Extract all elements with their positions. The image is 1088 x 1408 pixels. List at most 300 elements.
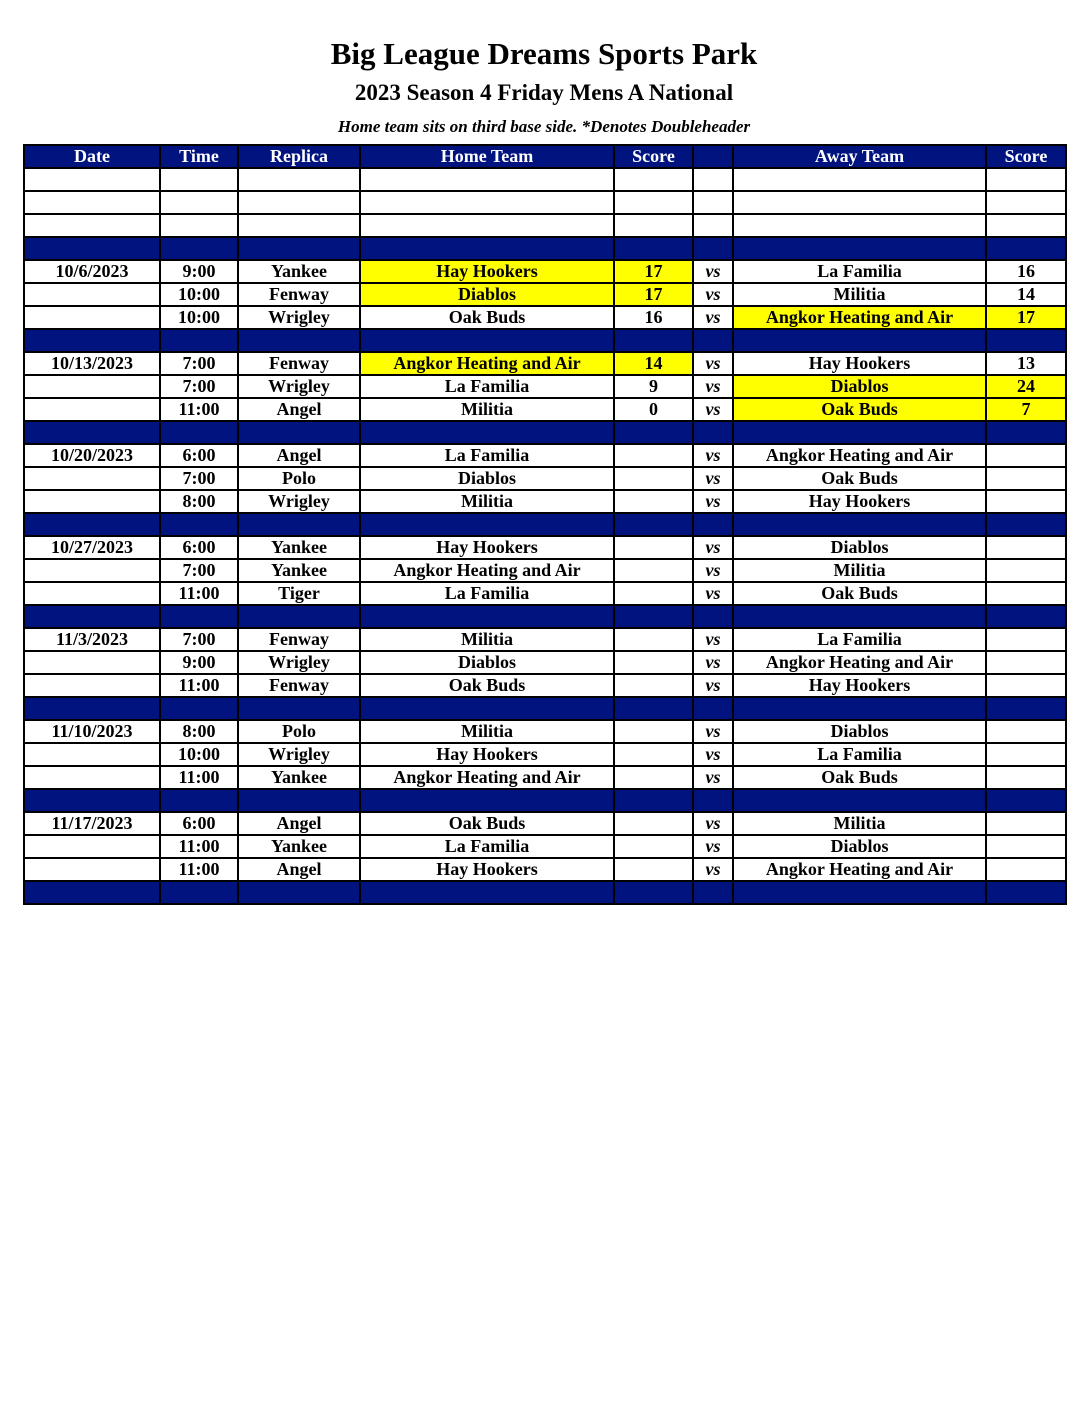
- separator-cell: [733, 881, 986, 904]
- separator-cell: [360, 421, 614, 444]
- game-row: [24, 490, 1066, 513]
- separator-cell: [24, 329, 160, 352]
- separator-cell: [160, 605, 238, 628]
- game-time: 7:00: [160, 467, 238, 490]
- game-date: [24, 651, 160, 674]
- vs-label: vs: [693, 490, 733, 513]
- away-team: Diablos: [733, 835, 986, 858]
- separator-cell: [360, 513, 614, 536]
- home-team: La Familia: [360, 444, 614, 467]
- game-row: [24, 835, 1066, 858]
- home-team: Hay Hookers: [360, 743, 614, 766]
- game-field: Angel: [238, 444, 360, 467]
- separator-cell: [733, 789, 986, 812]
- vs-label: vs: [693, 720, 733, 743]
- blank-cell: [238, 191, 360, 214]
- game-field: Polo: [238, 720, 360, 743]
- vs-label: vs: [693, 582, 733, 605]
- blank-cell: [160, 191, 238, 214]
- blank-cell: [733, 214, 986, 237]
- game-time: 7:00: [160, 352, 238, 375]
- separator-cell: [693, 789, 733, 812]
- away-team: Diablos: [733, 536, 986, 559]
- blank-cell: [733, 191, 986, 214]
- home-team: Angkor Heating and Air: [360, 559, 614, 582]
- game-field: Tiger: [238, 582, 360, 605]
- home-score: [614, 720, 693, 743]
- blank-cell: [614, 214, 693, 237]
- game-date: [24, 835, 160, 858]
- schedule-table: [23, 144, 1067, 905]
- separator-cell: [238, 513, 360, 536]
- game-field: Fenway: [238, 628, 360, 651]
- separator-cell: [614, 237, 693, 260]
- game-time: 8:00: [160, 490, 238, 513]
- game-date: [24, 858, 160, 881]
- game-row: [24, 812, 1066, 835]
- home-score: [614, 628, 693, 651]
- separator-cell: [986, 237, 1066, 260]
- away-score: 24: [986, 375, 1066, 398]
- week-separator-row: [24, 513, 1066, 536]
- away-score: [986, 444, 1066, 467]
- separator-cell: [360, 605, 614, 628]
- away-team: Angkor Heating and Air: [733, 858, 986, 881]
- separator-cell: [733, 237, 986, 260]
- separator-cell: [24, 789, 160, 812]
- game-date: [24, 467, 160, 490]
- col-header-away-team: Away Team: [733, 145, 986, 168]
- home-score: 17: [614, 283, 693, 306]
- separator-cell: [733, 605, 986, 628]
- home-team: Militia: [360, 398, 614, 421]
- game-time: 9:00: [160, 651, 238, 674]
- away-team: Hay Hookers: [733, 674, 986, 697]
- home-score: [614, 858, 693, 881]
- game-time: 11:00: [160, 858, 238, 881]
- separator-cell: [614, 789, 693, 812]
- week-separator-row: [24, 605, 1066, 628]
- game-row: [24, 283, 1066, 306]
- blank-cell: [614, 191, 693, 214]
- vs-label: vs: [693, 306, 733, 329]
- game-time: 6:00: [160, 536, 238, 559]
- away-score: 13: [986, 352, 1066, 375]
- separator-cell: [693, 329, 733, 352]
- header-row: [24, 145, 1066, 168]
- game-row: [24, 720, 1066, 743]
- home-team: La Familia: [360, 835, 614, 858]
- vs-label: vs: [693, 812, 733, 835]
- game-field: Yankee: [238, 559, 360, 582]
- week-separator-row: [24, 237, 1066, 260]
- game-date: [24, 490, 160, 513]
- col-header-date: Date: [24, 145, 160, 168]
- separator-cell: [238, 329, 360, 352]
- game-field: Angel: [238, 812, 360, 835]
- separator-cell: [360, 881, 614, 904]
- away-score: 7: [986, 398, 1066, 421]
- game-time: 11:00: [160, 674, 238, 697]
- away-team: Militia: [733, 283, 986, 306]
- separator-cell: [986, 329, 1066, 352]
- separator-cell: [360, 329, 614, 352]
- blank-cell: [160, 168, 238, 191]
- away-score: [986, 674, 1066, 697]
- game-row: [24, 467, 1066, 490]
- week-separator-row: [24, 421, 1066, 444]
- home-team: La Familia: [360, 582, 614, 605]
- separator-cell: [693, 513, 733, 536]
- away-score: [986, 582, 1066, 605]
- separator-cell: [160, 513, 238, 536]
- game-time: 6:00: [160, 444, 238, 467]
- vs-label: vs: [693, 467, 733, 490]
- separator-cell: [238, 697, 360, 720]
- away-team: Militia: [733, 559, 986, 582]
- separator-cell: [614, 881, 693, 904]
- game-row: [24, 858, 1066, 881]
- separator-cell: [986, 881, 1066, 904]
- separator-cell: [24, 605, 160, 628]
- separator-cell: [693, 421, 733, 444]
- game-date: [24, 375, 160, 398]
- away-score: 14: [986, 283, 1066, 306]
- blank-cell: [693, 168, 733, 191]
- separator-cell: [24, 881, 160, 904]
- page-title: Big League Dreams Sports Park: [330, 36, 758, 71]
- game-row: [24, 628, 1066, 651]
- week-separator-row: [24, 697, 1066, 720]
- separator-cell: [986, 513, 1066, 536]
- game-field: Angel: [238, 398, 360, 421]
- home-team: Oak Buds: [360, 812, 614, 835]
- away-score: [986, 467, 1066, 490]
- game-time: 7:00: [160, 559, 238, 582]
- home-score: [614, 651, 693, 674]
- blank-cell: [24, 214, 160, 237]
- separator-cell: [160, 789, 238, 812]
- separator-cell: [160, 329, 238, 352]
- away-team: Militia: [733, 812, 986, 835]
- game-row: [24, 559, 1066, 582]
- home-team: Diablos: [360, 467, 614, 490]
- away-score: [986, 835, 1066, 858]
- away-team: Oak Buds: [733, 582, 986, 605]
- schedule-body: [24, 168, 1066, 904]
- away-team: Angkor Heating and Air: [733, 651, 986, 674]
- home-team: Hay Hookers: [360, 536, 614, 559]
- game-row: [24, 352, 1066, 375]
- separator-cell: [693, 237, 733, 260]
- blank-cell: [986, 214, 1066, 237]
- home-team: Angkor Heating and Air: [360, 352, 614, 375]
- separator-cell: [614, 421, 693, 444]
- game-date: 11/3/2023: [24, 628, 160, 651]
- away-team: La Familia: [733, 743, 986, 766]
- separator-cell: [238, 605, 360, 628]
- home-score: [614, 812, 693, 835]
- home-team: Diablos: [360, 651, 614, 674]
- game-time: 11:00: [160, 398, 238, 421]
- vs-label: vs: [693, 628, 733, 651]
- away-score: [986, 559, 1066, 582]
- vs-label: vs: [693, 651, 733, 674]
- away-score: [986, 743, 1066, 766]
- blank-cell: [360, 191, 614, 214]
- away-score: [986, 536, 1066, 559]
- game-date: 10/6/2023: [24, 260, 160, 283]
- schedule-note: Home team sits on third base side. *Denotes Doubleheader: [337, 117, 751, 136]
- game-date: [24, 306, 160, 329]
- vs-label: vs: [693, 835, 733, 858]
- game-date: [24, 674, 160, 697]
- separator-cell: [733, 421, 986, 444]
- game-row: [24, 651, 1066, 674]
- away-team: Oak Buds: [733, 467, 986, 490]
- separator-cell: [360, 237, 614, 260]
- game-date: 10/13/2023: [24, 352, 160, 375]
- home-team: Oak Buds: [360, 674, 614, 697]
- away-team: Hay Hookers: [733, 352, 986, 375]
- separator-cell: [733, 329, 986, 352]
- game-field: Wrigley: [238, 375, 360, 398]
- game-field: Fenway: [238, 352, 360, 375]
- separator-cell: [238, 881, 360, 904]
- separator-cell: [733, 697, 986, 720]
- game-time: 10:00: [160, 306, 238, 329]
- game-row: [24, 398, 1066, 421]
- separator-cell: [614, 513, 693, 536]
- home-team: Angkor Heating and Air: [360, 766, 614, 789]
- vs-label: vs: [693, 283, 733, 306]
- game-field: Yankee: [238, 536, 360, 559]
- col-header-home-score: Score: [614, 145, 693, 168]
- week-separator-row: [24, 329, 1066, 352]
- vs-label: vs: [693, 536, 733, 559]
- game-date: [24, 398, 160, 421]
- week-separator-row: [24, 881, 1066, 904]
- home-score: 9: [614, 375, 693, 398]
- game-field: Yankee: [238, 835, 360, 858]
- game-date: 11/17/2023: [24, 812, 160, 835]
- blank-cell: [238, 214, 360, 237]
- blank-row: [24, 214, 1066, 237]
- game-time: 9:00: [160, 260, 238, 283]
- vs-label: vs: [693, 398, 733, 421]
- home-score: [614, 444, 693, 467]
- game-row: [24, 743, 1066, 766]
- blank-cell: [360, 168, 614, 191]
- col-header-vs: [693, 145, 733, 168]
- blank-cell: [733, 168, 986, 191]
- away-team: La Familia: [733, 260, 986, 283]
- vs-label: vs: [693, 559, 733, 582]
- game-field: Yankee: [238, 766, 360, 789]
- away-team: La Familia: [733, 628, 986, 651]
- away-team: Diablos: [733, 375, 986, 398]
- game-date: [24, 582, 160, 605]
- separator-cell: [160, 697, 238, 720]
- home-team: Militia: [360, 628, 614, 651]
- game-field: Wrigley: [238, 651, 360, 674]
- home-score: [614, 835, 693, 858]
- home-score: [614, 582, 693, 605]
- separator-cell: [614, 697, 693, 720]
- vs-label: vs: [693, 260, 733, 283]
- home-score: [614, 490, 693, 513]
- home-score: 0: [614, 398, 693, 421]
- separator-cell: [986, 421, 1066, 444]
- game-time: 11:00: [160, 582, 238, 605]
- home-team: Hay Hookers: [360, 260, 614, 283]
- separator-cell: [24, 697, 160, 720]
- blank-cell: [24, 168, 160, 191]
- away-score: [986, 720, 1066, 743]
- game-time: 8:00: [160, 720, 238, 743]
- home-team: La Familia: [360, 375, 614, 398]
- game-time: 10:00: [160, 743, 238, 766]
- game-time: 7:00: [160, 375, 238, 398]
- game-field: Wrigley: [238, 490, 360, 513]
- separator-cell: [614, 605, 693, 628]
- away-score: [986, 490, 1066, 513]
- game-row: [24, 582, 1066, 605]
- away-score: 17: [986, 306, 1066, 329]
- home-score: [614, 467, 693, 490]
- home-score: [614, 559, 693, 582]
- game-field: Fenway: [238, 283, 360, 306]
- game-row: [24, 444, 1066, 467]
- separator-cell: [238, 789, 360, 812]
- game-time: 10:00: [160, 283, 238, 306]
- away-team: Hay Hookers: [733, 490, 986, 513]
- blank-cell: [693, 214, 733, 237]
- game-date: [24, 743, 160, 766]
- separator-cell: [238, 421, 360, 444]
- game-date: [24, 283, 160, 306]
- game-row: [24, 766, 1066, 789]
- home-score: 17: [614, 260, 693, 283]
- separator-cell: [693, 881, 733, 904]
- separator-cell: [693, 697, 733, 720]
- home-score: 14: [614, 352, 693, 375]
- col-header-away-score: Score: [986, 145, 1066, 168]
- game-time: 6:00: [160, 812, 238, 835]
- vs-label: vs: [693, 352, 733, 375]
- page-subtitle: 2023 Season 4 Friday Mens A National: [354, 80, 734, 105]
- away-score: [986, 858, 1066, 881]
- game-row: [24, 375, 1066, 398]
- vs-label: vs: [693, 444, 733, 467]
- away-score: [986, 766, 1066, 789]
- blank-cell: [160, 214, 238, 237]
- game-field: Yankee: [238, 260, 360, 283]
- game-row: [24, 674, 1066, 697]
- vs-label: vs: [693, 766, 733, 789]
- game-field: Wrigley: [238, 306, 360, 329]
- vs-label: vs: [693, 674, 733, 697]
- blank-cell: [986, 168, 1066, 191]
- game-time: 11:00: [160, 766, 238, 789]
- game-row: [24, 260, 1066, 283]
- blank-cell: [24, 191, 160, 214]
- away-team: Diablos: [733, 720, 986, 743]
- separator-cell: [614, 329, 693, 352]
- game-row: [24, 536, 1066, 559]
- home-score: 16: [614, 306, 693, 329]
- game-date: [24, 766, 160, 789]
- away-score: 16: [986, 260, 1066, 283]
- home-team: Militia: [360, 490, 614, 513]
- game-time: 7:00: [160, 628, 238, 651]
- game-field: Polo: [238, 467, 360, 490]
- blank-row: [24, 191, 1066, 214]
- separator-cell: [986, 789, 1066, 812]
- separator-cell: [986, 697, 1066, 720]
- vs-label: vs: [693, 858, 733, 881]
- col-header-replica: Replica: [238, 145, 360, 168]
- separator-cell: [238, 237, 360, 260]
- blank-cell: [614, 168, 693, 191]
- game-date: 10/20/2023: [24, 444, 160, 467]
- separator-cell: [24, 513, 160, 536]
- home-score: [614, 536, 693, 559]
- blank-cell: [986, 191, 1066, 214]
- separator-cell: [160, 237, 238, 260]
- game-field: Fenway: [238, 674, 360, 697]
- col-header-home-team: Home Team: [360, 145, 614, 168]
- away-score: [986, 812, 1066, 835]
- away-score: [986, 651, 1066, 674]
- separator-cell: [160, 881, 238, 904]
- game-field: Angel: [238, 858, 360, 881]
- away-team: Oak Buds: [733, 398, 986, 421]
- game-date: 10/27/2023: [24, 536, 160, 559]
- week-separator-row: [24, 789, 1066, 812]
- away-score: [986, 628, 1066, 651]
- game-time: 11:00: [160, 835, 238, 858]
- separator-cell: [360, 789, 614, 812]
- home-score: [614, 766, 693, 789]
- blank-cell: [238, 168, 360, 191]
- separator-cell: [160, 421, 238, 444]
- home-team: Hay Hookers: [360, 858, 614, 881]
- game-field: Wrigley: [238, 743, 360, 766]
- game-date: 11/10/2023: [24, 720, 160, 743]
- blank-row: [24, 168, 1066, 191]
- separator-cell: [24, 237, 160, 260]
- col-header-time: Time: [160, 145, 238, 168]
- separator-cell: [733, 513, 986, 536]
- vs-label: vs: [693, 375, 733, 398]
- away-team: Oak Buds: [733, 766, 986, 789]
- game-row: [24, 306, 1066, 329]
- separator-cell: [986, 605, 1066, 628]
- blank-cell: [360, 214, 614, 237]
- home-team: Oak Buds: [360, 306, 614, 329]
- separator-cell: [693, 605, 733, 628]
- away-team: Angkor Heating and Air: [733, 444, 986, 467]
- game-date: [24, 559, 160, 582]
- separator-cell: [360, 697, 614, 720]
- home-team: Militia: [360, 720, 614, 743]
- home-score: [614, 674, 693, 697]
- home-team: Diablos: [360, 283, 614, 306]
- blank-cell: [693, 191, 733, 214]
- separator-cell: [24, 421, 160, 444]
- away-team: Angkor Heating and Air: [733, 306, 986, 329]
